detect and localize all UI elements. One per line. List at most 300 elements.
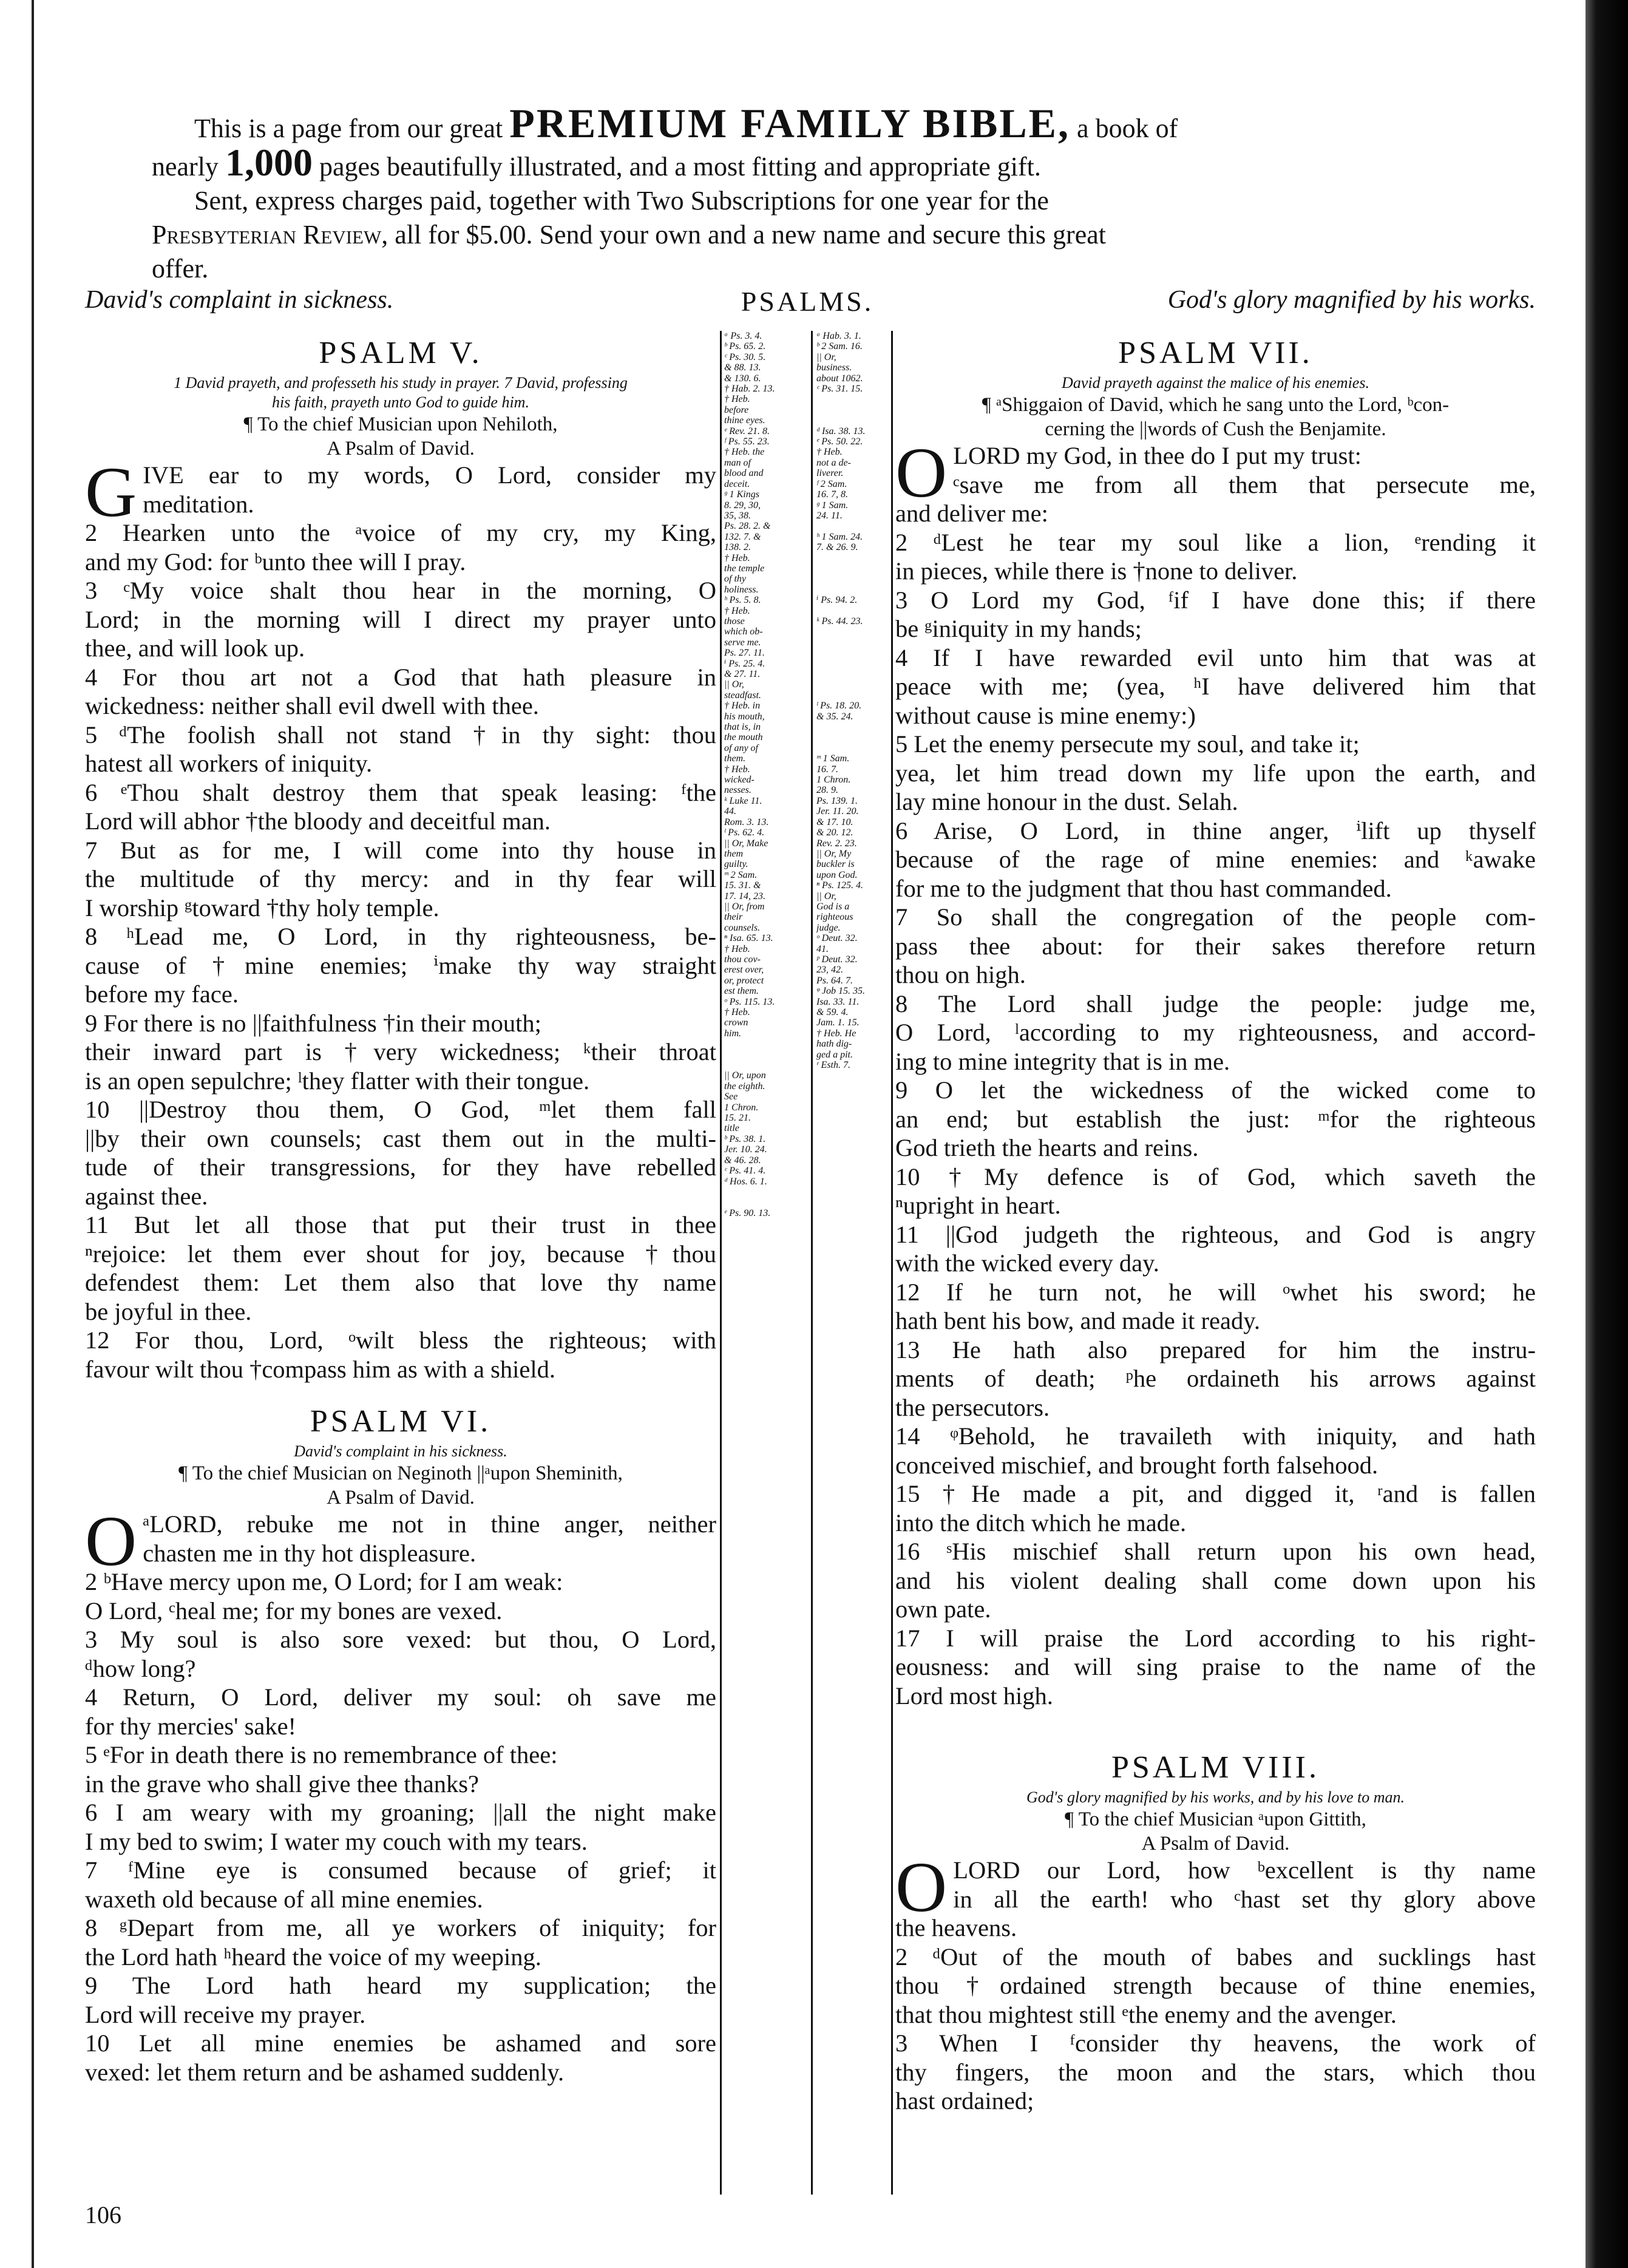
psalm-title: ¶ To the chief Musician upon Nehiloth, [243,413,558,435]
margin-reference [816,679,889,690]
psalm-8-text [895,1847,1536,2116]
margin-reference: thou cov- [724,954,761,965]
verse-line: because of the rage of mine enemies: and ᵏawake [895,846,1536,873]
margin-reference: Isa. 33. 11. [816,996,860,1007]
margin-reference: 138. 2. [724,542,751,553]
drop-cap: O [895,1847,948,1927]
margin-reference [724,1050,808,1060]
margin-reference: ᵍ 1 Kings [724,489,759,500]
verse-line: tude of their transgressions, for they have rebelled [85,1153,716,1181]
verse-line: without cause is mine enemy:) [895,701,1196,729]
psalm-title: ¶ ᵃShiggaion of David, which he sang unto the Lord, ᵇcon- [982,394,1450,416]
verse-line: God trieth the hearts and reins. [895,1134,1199,1161]
verse-line: 9 O let the wickedness of the wicked come to [895,1076,1536,1104]
verse-line: thy fingers, the moon and the stars, which thou [895,2058,1536,2086]
verse-line: Lord will abhor †the bloody and deceitful man. [85,807,551,835]
margin-reference: or, protect [724,975,764,986]
margin-reference: ⁱ Ps. 25. 4. [724,658,765,669]
verse-line: and his violent dealing shall come down upon his [895,1566,1536,1594]
margin-reference: 35, 38. [724,510,751,521]
margin-reference: † Heb. [724,1007,750,1017]
verse-line: ᶜsave me from all them that persecute me, [953,470,1536,498]
scan-edge-line [32,0,34,2268]
verse-line: peace with me; (yea, ʰI have delivered him that [895,673,1536,700]
margin-reference: 8. 29, 30, [724,500,761,511]
margin-reference: those [724,616,745,626]
right-text-column [895,331,1536,2116]
margin-reference: ˡ Ps. 18. 20. [816,701,862,711]
verse-line: ᵈhow long? [85,1654,196,1682]
psalm-argument: his faith, prayeth unto God to guide him. [272,393,529,411]
margin-reference: † Heb. He [816,1028,856,1039]
margin-reference: God is a [816,901,850,912]
margin-reference: 17. 14, 23. [724,891,765,901]
margin-reference [816,405,889,415]
margin-reference: || Or, [724,679,744,690]
margin-reference: ᵐ 2 Sam. [724,869,758,880]
margin-reference: his mouth, [724,711,765,722]
psalm-5-text [85,452,716,1384]
margin-reference: righteous [816,912,853,923]
verse-line: 7 But as for me, I will come into thy house in [85,836,716,864]
verse-line: 5 Let the enemy persecute my soul, and take it; [895,730,1360,758]
drop-cap: O [895,433,948,512]
margin-reference [816,690,889,701]
margin-reference: the mouth [724,732,763,743]
margin-reference: ᶠ Ps. 55. 23. [724,436,770,447]
verse-line: 10 ||Destroy thou them, O God, ᵐlet them fall [85,1096,716,1123]
margin-reference: that is, in [724,722,761,733]
verse-line: eousness: and will sing praise to the name of the [895,1653,1536,1680]
margin-reference [724,1187,808,1197]
margin-reference: Ps. 64. 7. [816,975,853,986]
margin-reference: ged a pit. [816,1049,853,1060]
margin-reference [816,648,889,658]
margin-reference: erest over, [724,965,764,976]
verse-line: O Lord, ᶜheal me; for my bones are vexed. [85,1597,503,1625]
verse-line: 9 For there is no ||faithfulness †in their mouth; [85,1009,541,1037]
verse-line: Lord; in the morning will I direct my prayer unto [85,605,716,633]
verse-line: 2 ᵈLest he tear my soul like a lion, ᵉrending it [895,528,1536,556]
promo-page-count: 1,000 [225,141,313,184]
verse-line: 5 ᵉFor in death there is no remembrance of thee: [85,1741,558,1768]
psalm-title: A Psalm of David. [327,1487,475,1509]
margin-reference: ᶜ Ps. 31. 15. [816,384,863,395]
margin-reference: † Heb. in [724,701,761,711]
verse-line: in pieces, while there is †none to deliver. [895,557,1298,585]
margin-reference: ᵇ 2 Sam. 16. [816,341,863,352]
margin-reference: 15. 21. [724,1113,751,1124]
margin-reference [816,669,889,679]
margin-reference: hath dig- [816,1039,852,1050]
margin-reference: & 130. 6. [724,373,761,384]
margin-reference: Ps. 139. 1. [816,795,858,806]
margin-reference: || Or, upon [724,1070,766,1081]
margin-reference: blood and [724,468,764,479]
margin-reference: ᵈ Hos. 6. 1. [724,1176,767,1187]
verse-line: in all the earth! who ᶜhast set thy glory above [953,1885,1536,1913]
margin-reference: Ps. 27. 11. [724,648,765,659]
margin-reference [816,606,889,616]
verse-line: 6 I am weary with my groaning; ||all the night make [85,1799,716,1826]
margin-reference: ⁿ Ps. 125. 4. [816,880,864,891]
psalm-argument: David's complaint in his sickness. [294,1442,507,1460]
verse-line: 7 So shall the congregation of the people com- [895,903,1536,931]
verse-line: favour wilt thou †compass him as with a shield. [85,1355,556,1383]
margin-reference: ᶠ 2 Sam. [816,478,847,489]
verse-line: 10 †My defence is of God, which saveth the [895,1163,1536,1190]
verse-line: ⁿupright in heart. [895,1192,1061,1219]
psalm-argument: David prayeth against the malice of his enemies. [1062,374,1369,392]
margin-reference: 23, 42. [816,965,843,976]
margin-reference: serve me. [724,637,761,648]
margin-reference: ᵃ Hab. 3. 1. [816,331,861,341]
verse-line: before my face. [85,980,239,1008]
verse-line: Lord will receive my prayer. [85,2000,366,2028]
margin-reference: upon God. [816,869,858,880]
margin-reference: ᵉ Ps. 50. 22. [816,436,863,447]
margin-reference: nesses. [724,785,751,796]
margin-reference: before [724,404,749,415]
margin-reference: & 27. 11. [724,669,761,679]
verse-line: against thee. [85,1182,208,1210]
margin-reference: of thy [724,574,746,585]
margin-reference: ᵒ Deut. 32. [816,933,858,944]
verse-line: be ᵍiniquity in my hands; [895,615,1142,642]
verse-line: 7 ᶠMine eye is consumed because of grief; it [85,1856,716,1884]
margin-reference: 28. 9. [816,785,838,796]
margin-reference: judge. [816,922,841,933]
margin-reference: Jer. 10. 24. [724,1144,767,1155]
verse-line: an end; but establish the just: ᵐfor the righteous [895,1105,1536,1133]
scan-dark-edge [1586,0,1628,2268]
margin-reference: Rev. 2. 23. [816,838,857,849]
margin-reference: of any of [724,742,758,753]
psalm-heading: PSALM VII. [1118,336,1313,370]
verse-line: the multitude of thy mercy: and in thy fear will [85,865,716,892]
verse-line: hatest all workers of iniquity. [85,750,373,777]
margin-reference: Ps. 28. 2. & [724,521,771,532]
margin-reference: † Heb. [724,394,750,405]
verse-line: hast ordained; [895,2087,1034,2114]
verse-line: 14 ᵠBehold, he travaileth with iniquity, and hath [895,1422,1536,1450]
margin-reference [816,521,889,531]
psalm-title: ¶ To the chief Musician on Neginoth ||ᵃupon Sheminith, [178,1462,623,1484]
margin-reference [816,563,889,574]
drop-cap: O [85,1501,137,1581]
promo-text: all for $5.00. Send your own and a new name and secure this great [395,220,1106,250]
margin-reference: † Heb. the [724,447,765,458]
margin-reference: & 46. 28. [724,1155,761,1166]
margin-reference: 15. 31. & [724,880,761,891]
verse-line: 13 He hath also prepared for him the instru- [895,1336,1536,1363]
margin-reference: which ob- [724,626,763,637]
verse-line: 9 The Lord hath heard my supplication; the [85,1972,716,1999]
verse-line: 2 ᵇHave mercy upon me, O Lord; for I am weak: [85,1568,563,1595]
margin-reference [816,415,889,426]
margin-reference: ᵏ Ps. 44. 23. [816,616,863,626]
verse-line: 3 O Lord my God, ᶠif I have done this; if there [895,586,1536,614]
margin-reference [816,732,889,742]
verse-line: 8 ᵍDepart from me, all ye workers of iniquity; for [85,1914,716,1941]
margin-references-left [724,331,808,1229]
verse-line: 4 For thou art not a God that hath pleasure in [85,663,716,691]
promotional-notice [152,100,1420,286]
verse-line: 12 If he turn not, he will ᵒwhet his sword; he [895,1278,1536,1306]
margin-reference: & 20. 12. [816,827,853,838]
margin-reference: 1 Chron. [816,775,851,786]
margin-reference: ʰ Ps. 5. 8. [724,595,761,606]
margin-reference [724,1197,808,1207]
verse-line: 6 ᵉThou shalt destroy them that speak leasing: ᶠthe [85,778,716,806]
margin-reference: 16. 7. [816,764,838,775]
verse-line: own pate. [895,1595,991,1623]
margin-reference: † Heb. [724,605,750,616]
promo-line-2 [152,141,1420,184]
verse-line: 8 ʰLead me, O Lord, in thy righteousness, be- [85,923,716,950]
verse-line: 4 Return, O Lord, deliver my soul: oh save me [85,1683,716,1711]
margin-reference: & 88. 13. [724,362,761,373]
verse-line: 10 Let all mine enemies be ashamed and sore [85,2029,716,2057]
margin-reference: ᵇ Ps. 38. 1. [724,1133,766,1144]
margin-reference: † Hab. 2. 13. [724,384,775,395]
margin-reference: thine eyes. [724,415,765,426]
margin-reference [816,585,889,595]
margin-reference: crown [724,1017,748,1028]
margin-reference: || Or, My [816,848,852,859]
margin-reference: man of [724,457,751,468]
running-head-left: David's complaint in sickness. [85,286,394,314]
promo-line-4 [152,218,1420,252]
promo-text: This is a page from our great [194,114,503,143]
verse-line: 4 If I have rewarded evil unto him that was at [895,643,1536,671]
margin-reference: ᵉ Ps. 90. 13. [724,1207,771,1218]
margin-reference: their [724,912,743,923]
margin-reference: wicked- [724,775,755,786]
psalm-heading: PSALM VIII. [1111,1750,1320,1785]
verse-line: thee, and will look up. [85,634,305,662]
verse-line: I my bed to swim; I water my couch with my tears. [85,1827,588,1855]
verse-line: 3 When I ᶠconsider thy heavens, the work of [895,2029,1536,2057]
verse-line: for me to the judgment that thou hast commanded. [895,874,1392,902]
drop-cap: G [85,452,137,532]
psalm-argument: God's glory magnified by his works, and by his love to man. [1026,1788,1405,1806]
margin-reference: & 59. 4. [816,1007,849,1017]
margin-reference: the eighth. [724,1081,765,1092]
margin-reference: liverer. [816,468,844,479]
margin-reference: || Or, Make [724,838,768,849]
margin-reference [724,1060,808,1070]
psalm-argument: 1 David prayeth, and professeth his study in prayer. 7 David, professing [174,374,628,392]
margin-reference: about 1062. [816,373,863,384]
verse-line: 8 The Lord shall judge the people: judge me, [895,990,1536,1017]
promo-line-3: Sent, express charges paid, together with Two Subscriptions for one year for the [194,186,1049,216]
margin-reference: 132. 7. & [724,531,761,542]
margin-reference: ᵉ Rev. 21. 8. [724,426,770,436]
verse-line: O Lord, ˡaccording to my righteousness, and accord- [895,1019,1536,1046]
verse-line: and my God: for ᵇunto thee will I pray. [85,548,466,575]
verse-line: their inward part is †very wickedness; ᵏtheir throat [85,1038,716,1065]
verse-line: 3 ᶜMy voice shalt thou hear in the morning, O [85,577,716,604]
margin-reference: 44. [724,806,736,817]
verse-line: defendest them: Let them also that love thy name [85,1269,716,1296]
verse-line: the persecutors. [895,1393,1050,1421]
verse-line: in the grave who shall give thee thanks? [85,1770,479,1798]
margin-reference: Jer. 11. 20. [816,806,859,817]
margin-reference: deceit. [724,478,750,489]
margin-reference: business. [816,362,852,373]
margin-reference: ˡ Ps. 62. 4. [724,827,765,838]
margin-reference: || Or, [816,891,836,901]
margin-reference: 7. & 26. 9. [816,542,858,553]
verse-line: 17 I will praise the Lord according to his right- [895,1624,1536,1652]
verse-line: yea, let him tread down my life upon the earth, and [895,759,1536,787]
running-head-right: God's glory magnified by his works. [1167,286,1536,314]
verse-line: cause of †mine enemies; ⁱmake thy way straight [85,951,716,979]
verse-line: LORD my God, in thee do I put my trust: [953,442,1362,469]
margin-reference [816,574,889,584]
margin-reference: † Heb. [724,764,750,775]
verse-line: 5 ᵈThe foolish shall not stand †in thy sight: thou [85,721,716,749]
margin-reference: guilty. [724,859,748,870]
margin-reference: ᵍ 1 Sam. [816,500,849,511]
margin-reference: est them. [724,986,759,997]
margin-reference [816,637,889,648]
margin-reference: ⁿ Isa. 65. 13. [724,933,773,944]
margin-reference: ʳ Esth. 7. [816,1060,850,1071]
margin-reference: & 17. 10. [816,817,853,827]
margin-reference: holiness. [724,584,759,595]
margin-reference: them. [724,753,746,764]
verse-line: ⁿrejoice: let them ever shout for joy, because †thou [85,1240,716,1268]
margin-reference: ᵖ Deut. 32. [816,954,858,965]
page-margin-left [0,0,32,2268]
margin-reference: 41. [816,943,829,954]
verse-line: 11 But let all those that put their trust in thee [85,1211,716,1238]
margin-reference [724,1218,808,1229]
verse-line: chasten me in thy hot displeasure. [143,1539,477,1567]
verse-line: LORD our Lord, how ᵇexcellent is thy name [953,1856,1536,1884]
verse-line: wickedness: neither shall evil dwell with thee. [85,692,539,719]
psalm-6-text [85,1501,716,2086]
margin-reference: title [724,1123,739,1134]
verse-line: lay mine honour in the dust. Selah. [895,788,1238,815]
margin-reference: ᵈ Isa. 38. 13. [816,426,866,436]
margin-reference: Rom. 3. 13. [724,817,769,827]
running-head-center: PSALMS. [741,286,874,317]
verse-line: I worship ᵍtoward †thy holy temple. [85,894,439,922]
verse-line: 11 ||God judgeth the righteous, and God is angry [895,1220,1536,1248]
margin-reference: not a de- [816,457,851,468]
verse-line: is an open sepulchre; ˡthey flatter with their tongue. [85,1067,590,1095]
verse-line: thou on high. [895,961,1026,988]
verse-line: the heavens. [895,1914,1017,1941]
promo-text: a book of [1077,114,1178,143]
margin-reference: ᵇ Ps. 65. 2. [724,341,766,352]
margin-reference: ᶜ Ps. 41. 4. [724,1166,766,1176]
page-number: 106 [85,2201,121,2229]
promo-line-5: offer. [152,254,209,284]
margin-reference: the temple [724,563,765,574]
margin-reference: ⁱ Ps. 94. 2. [816,595,858,606]
margin-reference: & 35. 24. [816,711,853,722]
margin-references-right [816,331,889,1070]
verse-line: 16 ˢHis mischief shall return upon his own head, [895,1538,1536,1565]
verse-line: the Lord hath ʰheard the voice of my weeping. [85,1943,541,1971]
margin-reference: ᵏ Luke 11. [724,795,762,806]
margin-reference: ᵐ 1 Sam. [816,753,850,764]
verse-line: 12 For thou, Lord, ᵒwilt bless the righteous; with [85,1326,716,1354]
verse-line: waxeth old because of all mine enemies. [85,1885,483,1913]
verse-line: IVE ear to my words, O Lord, consider my [143,461,716,489]
verse-line: 15 †He made a pit, and digged it, ʳand is fallen [895,1480,1536,1507]
verse-line: 3 My soul is also sore vexed: but thou, O Lord, [85,1626,716,1653]
margin-reference: ʰ 1 Sam. 24. [816,531,863,542]
margin-reference [724,1039,808,1049]
psalm-title: cerning the ||words of Cush the Benjamite. [1045,418,1386,440]
verse-line: meditation. [143,490,254,518]
verse-line: vexed: let them return and be ashamed suddenly. [85,2058,565,2086]
verse-line: ments of death; ᵖhe ordaineth his arrows against [895,1365,1536,1392]
margin-reference: See [724,1092,738,1102]
margin-reference [816,743,889,753]
verse-line: ||by their own counsels; cast them out in the multi- [85,1124,716,1152]
margin-reference: steadfast. [724,690,761,701]
margin-reference: 24. 11. [816,510,843,521]
margin-reference [816,722,889,732]
psalm-title: ¶ To the chief Musician ᵃupon Gittith, [1065,1808,1366,1830]
margin-reference: ᵒ Ps. 115. 13. [724,996,775,1007]
psalm-heading: PSALM V. [319,336,483,370]
psalm-title: A Psalm of David. [327,438,475,460]
margin-reference: Jam. 1. 15. [816,1017,860,1028]
margin-reference: || Or, from [724,901,765,912]
verse-line: for thy mercies' sake! [85,1712,297,1740]
margin-reference: || Or, [816,351,836,362]
margin-reference [816,659,889,669]
margin-reference: ᶜ Ps. 30. 5. [724,351,766,362]
margin-reference: † Heb. [816,447,843,458]
margin-reference: † Heb. [724,552,750,563]
promo-line-1 [194,100,1420,146]
margin-reference: 1 Chron. [724,1102,759,1113]
margin-reference: him. [724,1028,741,1039]
verse-line: that thou mightest still ᵉthe enemy and the avenger. [895,2000,1397,2028]
promo-brand-name: PREMIUM FAMILY BIBLE, [509,100,1071,146]
promo-text: nearly [152,152,219,182]
margin-reference [816,626,889,637]
psalm-heading: PSALM VI. [310,1404,492,1439]
margin-reference: them [724,848,744,859]
verse-line: hath bent his bow, and made it ready. [895,1307,1260,1334]
margin-reference: 16. 7, 8. [816,489,848,500]
column-rule [891,331,893,2195]
margin-reference [816,394,889,404]
promo-text: pages beautifully illustrated, and a most fitting and appropriate gift. [319,152,1041,182]
column-rule [811,331,813,2195]
verse-line: ing to mine integrity that is in me. [895,1047,1230,1075]
margin-reference: † Heb. [724,943,750,954]
psalm-title: A Psalm of David. [1141,1833,1290,1855]
margin-reference: ᵃ Ps. 3. 4. [724,331,762,341]
verse-line: ᵃLORD, rebuke me not in thine anger, neither [143,1510,716,1538]
verse-line: thou †ordained strength because of thine enemies, [895,1972,1536,1999]
promo-publication-name: Presbyterian Review, [152,220,388,250]
margin-reference: counsels. [724,922,761,933]
verse-line: and deliver me: [895,500,1048,527]
margin-reference: buckler is [816,859,855,870]
verse-line: be joyful in thee. [85,1297,252,1325]
